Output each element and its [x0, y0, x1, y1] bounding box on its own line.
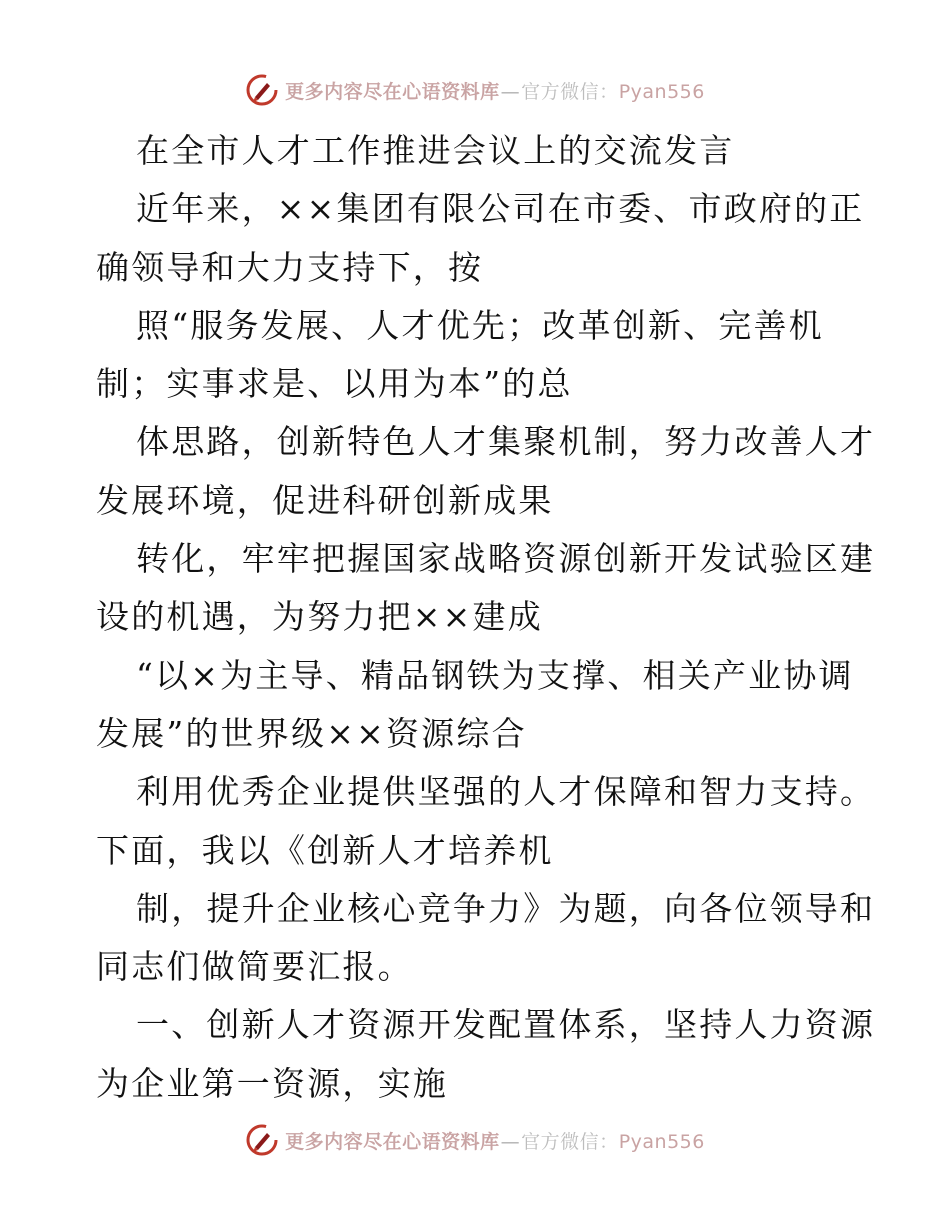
watermark-official-label: 官方微信： — [521, 1130, 619, 1153]
document-line: 近年来，××集团有限公司在市委、市政府的正 — [136, 189, 865, 229]
watermark-text — [285, 77, 705, 104]
document-line: 利用优秀企业提供坚强的人才保障和智力支持。 — [136, 772, 876, 812]
document-line: 发展”的世界级××资源综合 — [96, 713, 527, 753]
document-line: 同志们做简要汇报。 — [96, 947, 413, 987]
document-line: 为企业第一资源，实施 — [96, 1063, 448, 1103]
watermark-brand: 更多内容尽在心语资料库 — [285, 1130, 500, 1153]
header-watermark — [0, 70, 950, 110]
watermark-text — [285, 1127, 705, 1154]
pen-nib-logo-icon — [245, 73, 279, 107]
watermark-wechat-id: Pyan556 — [618, 1130, 705, 1153]
document-line: 确领导和大力支持下，按 — [96, 247, 484, 287]
pen-nib-logo-icon — [245, 1123, 279, 1157]
watermark-official-label: 官方微信： — [521, 80, 619, 103]
watermark-dash: — — [500, 80, 521, 103]
document-body — [96, 122, 876, 1113]
document-line: 照“服务发展、人才优先；改革创新、完善机 — [136, 305, 824, 345]
document-line: 体思路，创新特色人才集聚机制，努力改善人才 — [136, 422, 876, 462]
footer-watermark — [0, 1120, 950, 1160]
watermark-wechat-id: Pyan556 — [618, 80, 705, 103]
document-line: “以×为主导、精品钢铁为支撑、相关产业协调 — [136, 655, 854, 695]
document-line: 转化，牢牢把握国家战略资源创新开发试验区建 — [136, 539, 876, 579]
document-line: 发展环境，促进科研创新成果 — [96, 480, 554, 520]
watermark-dash: — — [500, 1130, 521, 1153]
document-line: 设的机遇，为努力把××建成 — [96, 597, 543, 637]
document-line: 制，提升企业核心竞争力》为题，向各位领导和 — [136, 888, 876, 928]
document-line: 在全市人才工作推进会议上的交流发言 — [136, 131, 735, 170]
document-line: 制；实事求是、以用为本”的总 — [96, 364, 573, 404]
document-line: 一、创新人才资源开发配置体系，坚持人力资源 — [136, 1005, 876, 1045]
document-line: 下面，我以《创新人才培养机 — [96, 830, 554, 870]
watermark-brand: 更多内容尽在心语资料库 — [285, 80, 500, 103]
